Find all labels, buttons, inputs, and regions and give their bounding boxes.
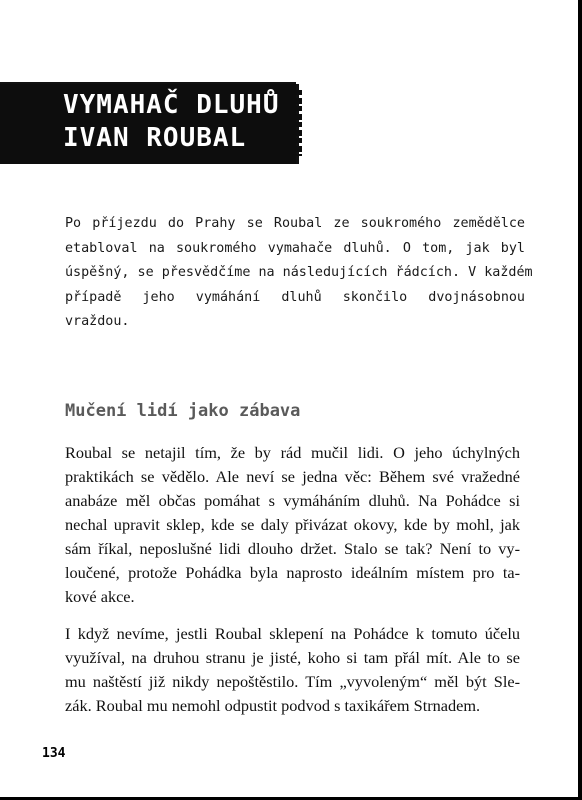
intro-line: etabloval na soukromého vymahače dluhů. O tom, jak byl xyxy=(65,240,525,256)
chapter-title-line-2: IVAN ROUBAL xyxy=(63,123,247,153)
body-line: nechal upravit sklep, kde se daly přivázat okovy, kde by mohl, jak xyxy=(65,515,520,534)
intro-line: úspěšný, se přesvědčíme na následujících řádcích. V každém xyxy=(65,265,533,280)
body-line: sám říkal, neposlušné lidi dlouho držet. Stalo se tak? Není to vy- xyxy=(65,539,520,558)
intro-line: Po příjezdu do Prahy se Roubal ze soukromého zemědělce xyxy=(65,216,525,231)
intro-line: vraždou. xyxy=(65,314,130,329)
body-line: zák. Roubal mu nemohl odpustit podvod s taxikářem Strnadem. xyxy=(65,696,481,715)
body-line: loučené, protože Pohádka byla naprosto ideálním místem pro ta- xyxy=(65,563,520,582)
intro-paragraph xyxy=(65,212,533,335)
body-line: využíval, na druhou stranu je jisté, koho si tam přál mít. Ale to se xyxy=(65,648,520,667)
body-paragraph-2 xyxy=(65,622,520,718)
body-line: mu naštěstí již nikdy nepoštěstilo. Tím „vyvoleným“ měl být Sle- xyxy=(65,672,520,691)
body-line: I když nevíme, jestli Roubal sklepení na Pohádce k tomuto účelu xyxy=(65,624,520,643)
page-edge-right xyxy=(578,0,582,800)
section-heading: Mučení lidí jako zábava xyxy=(65,401,301,421)
body-line: anabáze měl občas pomáhat s vymáháním dluhů. Na Pohádce si xyxy=(65,491,520,510)
body-paragraph-1 xyxy=(65,441,520,609)
body-line: kové akce. xyxy=(65,587,135,606)
body-line: Roubal se netajil tím, že by rád mučil lidi. O jeho úchylných xyxy=(65,443,520,462)
chapter-title-line-1: VYMAHAČ DLUHŮ xyxy=(63,90,280,120)
body-line: praktikách se vědělo. Ale neví se jedna věc: Během své vražedné xyxy=(65,467,520,486)
page-number: 134 xyxy=(42,746,66,761)
intro-line: případě jeho vymáhání dluhů skončilo dvojnásobnou xyxy=(65,289,525,305)
